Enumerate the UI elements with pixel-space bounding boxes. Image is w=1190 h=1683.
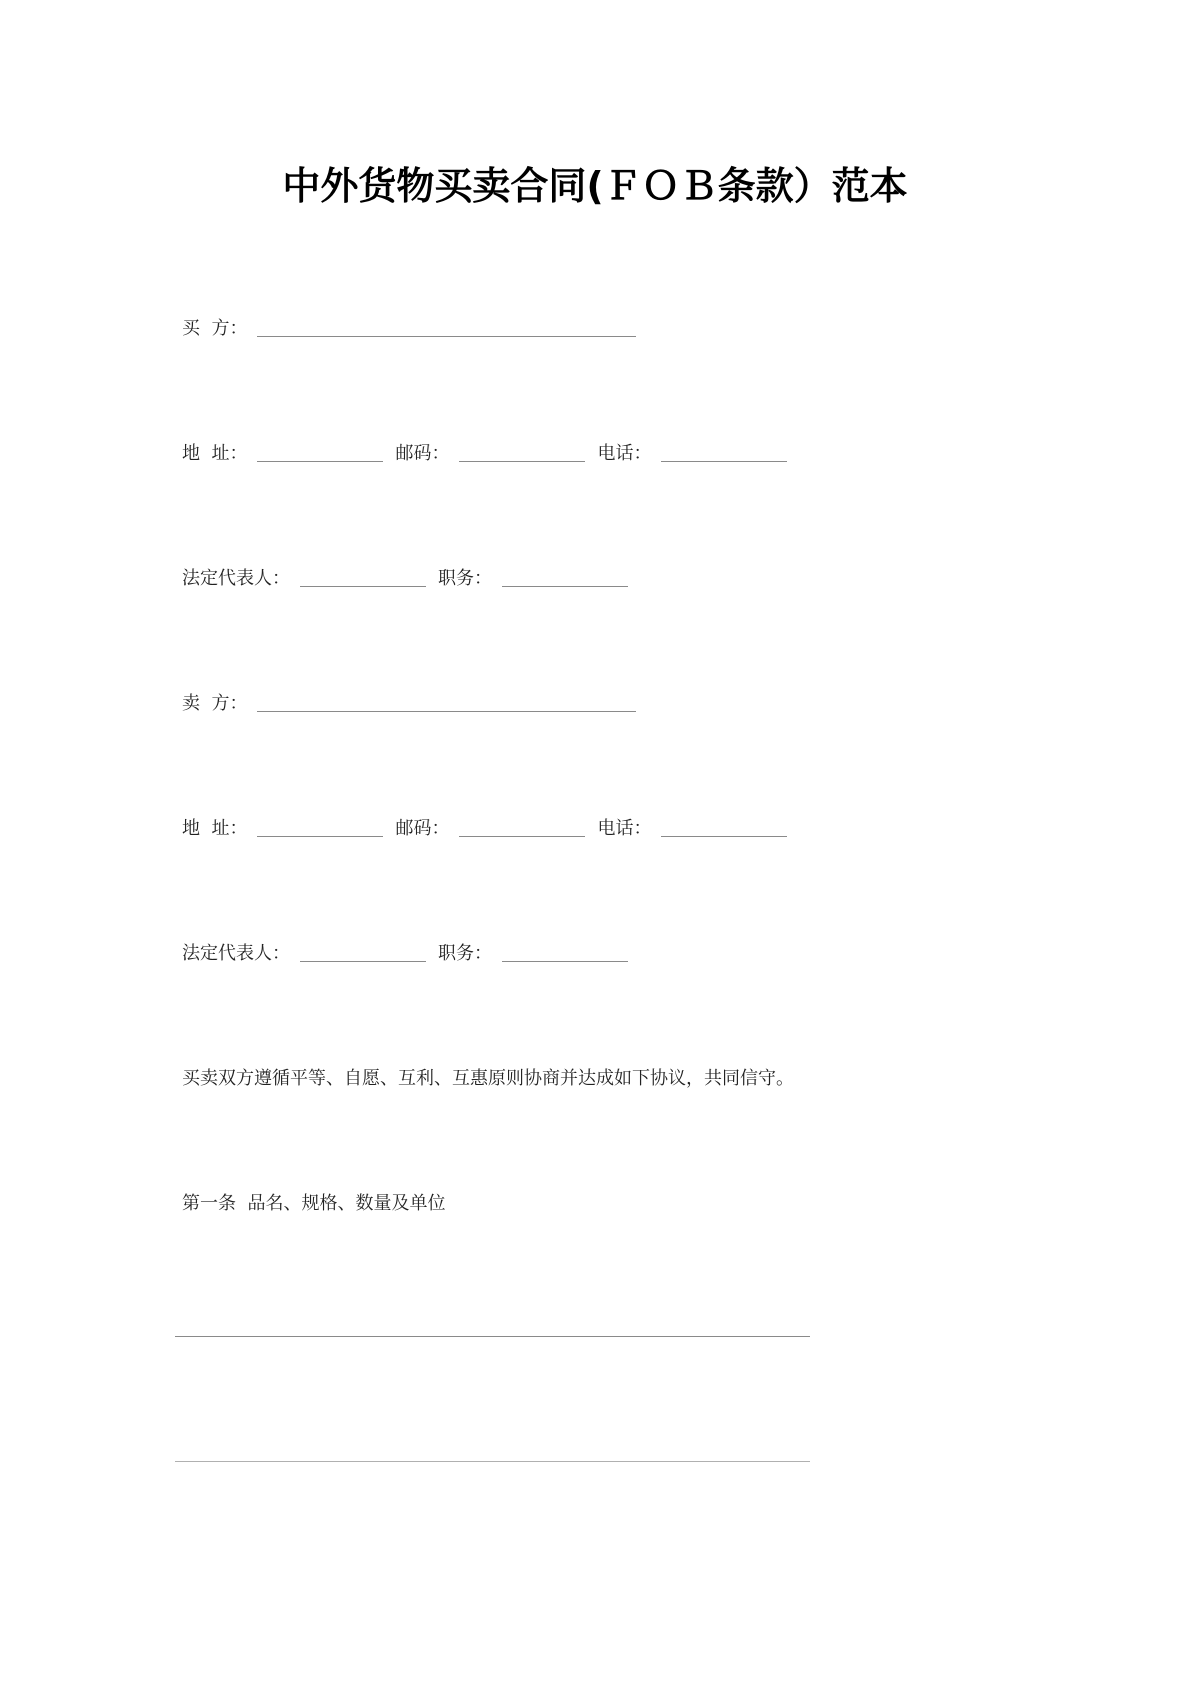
buyer-row [182, 316, 648, 340]
buyer-phone-label: 电话： [597, 443, 652, 464]
buyer-address-field[interactable] [257, 460, 383, 462]
preamble-text: 买卖双方遵循平等、自愿、互利、互惠原则协商并达成如下协议，共同信守。 [182, 1068, 794, 1089]
seller-contact-row [182, 816, 799, 840]
buyer-legal-rep-label: 法定代表人： [182, 568, 290, 589]
seller-phone-label: 电话： [597, 818, 652, 839]
buyer-rep-row [182, 566, 640, 590]
seller-position-label: 职务： [438, 943, 492, 964]
buyer-position-label: 职务： [438, 568, 492, 589]
seller-row [182, 691, 648, 715]
article-1-line-1[interactable] [175, 1336, 810, 1337]
seller-address-label: 地 址： [182, 818, 248, 839]
buyer-postcode-label: 邮码： [395, 443, 450, 464]
buyer-name-field[interactable] [257, 335, 636, 337]
seller-rep-row [182, 941, 640, 965]
buyer-address-label: 地 址： [182, 443, 248, 464]
buyer-phone-field[interactable] [661, 460, 787, 462]
document-title: 中外货物买卖合同(ＦＯＢ条款）范本 [282, 164, 908, 208]
seller-legal-rep-field[interactable] [300, 960, 426, 962]
buyer-label: 买 方： [182, 318, 248, 339]
seller-postcode-label: 邮码： [395, 818, 450, 839]
buyer-position-field[interactable] [502, 585, 628, 587]
buyer-contact-row [182, 441, 799, 465]
buyer-postcode-field[interactable] [459, 460, 585, 462]
article-1-heading: 第一条 品名、规格、数量及单位 [182, 1193, 446, 1214]
seller-label: 卖 方： [182, 693, 248, 714]
seller-legal-rep-label: 法定代表人： [182, 943, 290, 964]
seller-postcode-field[interactable] [459, 835, 585, 837]
seller-position-field[interactable] [502, 960, 628, 962]
seller-address-field[interactable] [257, 835, 383, 837]
buyer-legal-rep-field[interactable] [300, 585, 426, 587]
seller-name-field[interactable] [257, 710, 636, 712]
article-1-line-2[interactable] [175, 1461, 810, 1462]
seller-phone-field[interactable] [661, 835, 787, 837]
